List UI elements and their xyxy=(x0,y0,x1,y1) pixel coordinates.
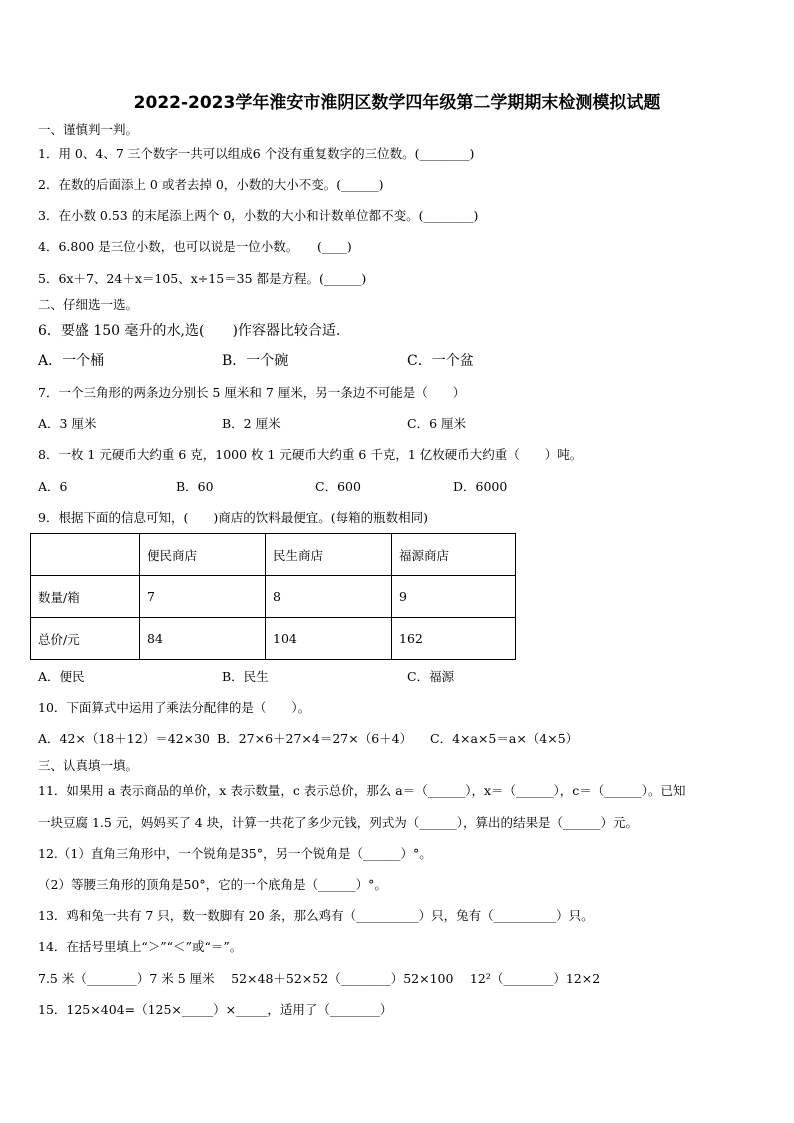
q7-option-c: C．6 厘米 xyxy=(407,416,466,431)
question-5: 5．6x＋7、24＋x＝105、x÷15＝35 都是方程。(______) xyxy=(38,271,367,286)
question-7: 7．一个三角形的两条边分别长 5 厘米和 7 厘米，另一条边不可能是（ ） xyxy=(38,385,466,400)
question-1: 1．用 0、4、7 三个数字一共可以组成6 个没有重复数字的三位数。(________) xyxy=(38,146,475,161)
table-cell xyxy=(31,534,140,576)
table-cell: 7 xyxy=(140,576,266,618)
q8-option-c: C．600 xyxy=(315,479,361,494)
table-cell: 福源商店 xyxy=(392,534,516,576)
table-cell: 162 xyxy=(392,618,516,660)
q9-option-b: B．民生 xyxy=(222,669,269,684)
q10-option-b: B．27×6＋27×4＝27×（6＋4） xyxy=(217,731,413,746)
question-8: 8．一枚 1 元硬币大约重 6 克，1000 枚 1 元硬币大约重 6 千克，1 亿枚硬币大约重（ ）吨。 xyxy=(38,447,583,462)
q6-option-c: C．一个盆 xyxy=(407,353,474,369)
section-2-heading: 二、仔细选一选。 xyxy=(38,297,139,312)
question-11-line-2: 一块豆腐 1.5 元，妈妈买了 4 块，计算一共花了多少元钱，列式为（______），算出的结果是（______）元。 xyxy=(38,815,638,830)
shop-price-table xyxy=(30,533,516,660)
q8-option-d: D．6000 xyxy=(453,479,508,494)
question-14: 14．在括号里填上“＞”“＜”或“＝”。 xyxy=(38,939,243,954)
question-4: 4．6.800 是三位小数，也可以说是一位小数。 (____) xyxy=(38,239,352,254)
section-1-heading: 一、谨慎判一判。 xyxy=(38,122,139,137)
question-3: 3．在小数 0.53 的末尾添上两个 0，小数的大小和计数单位都不变。(________) xyxy=(38,208,479,223)
q10-option-c: C．4×a×5＝a×（4×5） xyxy=(430,731,579,746)
q7-option-b: B．2 厘米 xyxy=(222,416,281,431)
table-cell: 民生商店 xyxy=(266,534,392,576)
question-9: 9．根据下面的信息可知，( )商店的饮料最便宜。(每箱的瓶数相同) xyxy=(38,510,428,525)
q6-option-b: B．一个碗 xyxy=(222,353,289,369)
question-6: 6．要盛 150 毫升的水,选( )作容器比较合适. xyxy=(38,323,341,339)
question-11-line-1: 11．如果用 a 表示商品的单价，x 表示数量，c 表示总价，那么 a＝（______），x＝（______），c＝（______）。已知 xyxy=(38,783,686,798)
table-cell: 总价/元 xyxy=(31,618,140,660)
table-cell: 84 xyxy=(140,618,266,660)
section-3-heading: 三、认真填一填。 xyxy=(38,758,139,773)
question-13: 13．鸡和兔一共有 7 只，数一数脚有 20 条，那么鸡有（__________）只，兔有（__________）只。 xyxy=(38,908,594,923)
table-cell: 104 xyxy=(266,618,392,660)
question-12-part-2: （2）等腰三角形的顶角是50°，它的一个底角是（______）°。 xyxy=(38,877,387,892)
page-title: 2022-2023学年淮安市淮阴区数学四年级第二学期期末检测模拟试题 xyxy=(133,93,661,113)
table-header-row xyxy=(31,534,516,576)
question-2: 2．在数的后面添上 0 或者去掉 0，小数的大小不变。(______) xyxy=(38,177,384,192)
q9-option-a: A．便民 xyxy=(38,669,85,684)
table-cell: 9 xyxy=(392,576,516,618)
q8-option-b: B．60 xyxy=(176,479,214,494)
question-15: 15．125×404=（125×_____）×_____，适用了（________） xyxy=(38,1002,393,1017)
q8-option-a: A．6 xyxy=(38,479,68,494)
q9-option-c: C．福源 xyxy=(407,669,455,684)
table-row xyxy=(31,576,516,618)
question-12-part-1: 12.（1）直角三角形中，一个锐角是35°，另一个锐角是（______）°。 xyxy=(38,846,432,861)
table-cell: 便民商店 xyxy=(140,534,266,576)
q6-option-a: A．一个桶 xyxy=(38,353,105,369)
q10-option-a: A．42×（18＋12）＝42×30 xyxy=(38,731,211,746)
question-14-items: 7.5 米（________）7 米 5 厘米 52×48＋52×52（________）52×100 12²（________）12×2 xyxy=(38,971,601,986)
table-cell: 8 xyxy=(266,576,392,618)
question-10: 10．下面算式中运用了乘法分配律的是（ ）。 xyxy=(38,700,311,715)
table-row xyxy=(31,618,516,660)
table-cell: 数量/箱 xyxy=(31,576,140,618)
q7-option-a: A．3 厘米 xyxy=(38,416,97,431)
